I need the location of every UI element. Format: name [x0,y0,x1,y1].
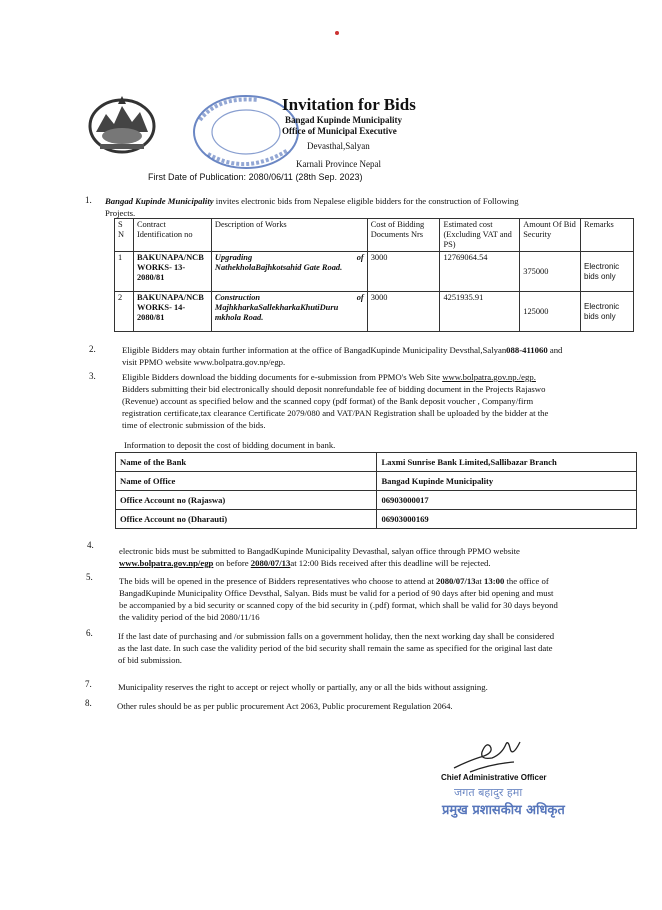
paragraph-4: electronic bids must be submitted to BangadKupinde Municipality Devasthal, salyan office through PPMO website www.bolpatra.gov.np/egp on before 2080/07/13at 12:00 Bids received after this deadline will be rejected. [119,546,520,568]
item-number-6: 6. [86,628,93,638]
nepal-emblem-icon [86,92,158,154]
header-contract-id: Contract Identification no [133,219,211,252]
header-sn: S N [115,219,134,252]
signature-icon [450,738,530,778]
item-number-5: 5. [86,572,93,582]
paragraph-3: Eligible Bidders download the bidding documents for e-submission from PPMO's Web Site www.bolpatra.gov.np./egp. Bidders submitting their bid electronically should deposit nonrefundable fee of bidding document in the Projects Rajaswo (Revenue) account as specified below and the scanned copy (pdf format) of the Bank deposit voucher , Company/firm registration certificate,tax clearance Certificate 2079/080 and VAT/PAN Registration shall be uploaded by the bidder at the time of electronic submission of the bids. [122,372,549,430]
item-number-1: 1. [85,195,92,205]
bank-info-caption: Information to deposit the cost of bidding document in bank. [124,440,336,450]
bank-info-table [115,452,637,529]
header-cost-docs: Cost of Bidding Documents Nrs [367,219,440,252]
office-name: Office of Municipal Executive [282,126,397,136]
signatory-title-nepali: प्रमुख प्रशासकीय अधिकृत [442,803,565,818]
paragraph-2: Eligible Bidders may obtain further information at the office of BangadKupinde Municipality Devsthal,Salyan088-411060 and visit PPMO website www.bolpatra.gov.np/egp. [122,345,563,367]
item-number-3: 3. [89,371,96,381]
works-table [114,218,634,332]
ink-dot [335,31,339,35]
header-bid-security: Amount Of Bid Security [520,219,581,252]
table-row: 2 BAKUNAPA/NCB WORKS- 14- 2080/81 Construction of MajhkharkaSallekharkaKhutiDuru mkhola Road. 3000 4251935.91 125000 Electronic bids only [115,292,634,332]
signatory-name-nepali: जगत बहादुर हमा [454,786,523,799]
header-estimated-cost: Estimated cost (Excluding VAT and PS) [440,219,520,252]
paragraph-6: If the last date of purchasing and /or submission falls on a government holiday, then the next working day shall be considered as the last date. In such case the validity period of the bid security shall remain the same as specified for the original last date of bid submission. [118,631,555,665]
item-number-8: 8. [85,698,92,708]
item-number-2: 2. [89,344,96,354]
table-row: 1 BAKUNAPA/NCB WORKS- 13- 2080/81 Upgrading of NathekholaBajhkotsahid Gate Road. 3000 12769064.54 375000 Electronic bids only [115,252,634,292]
paragraph-8: Other rules should be as per public procurement Act 2063, Public procurement Regulation 2064. [117,701,453,711]
paragraph-5: The bids will be opened in the presence of Bidders representatives who choose to attend at 2080/07/13at 13:00 the office of BangadKupinde Municipality Office Devsthal, Salyan. Bids must be valid for a period of 90 days after bid opening and must be accompanied by a bid security or scanned copy of the bid security in (.pdf) format, which shall be valid for 30 days beyond the validity period of the bid 2080/11/16 [119,576,558,622]
header-remarks: Remarks [581,219,634,252]
municipality-lead: Bangad Kupinde Municipality [105,196,214,206]
province-name: Karnali Province Nepal [296,159,381,169]
office-location: Devasthal,Salyan [307,141,370,151]
table-header-row [115,219,634,252]
publication-date [148,172,363,182]
paragraph-7: Municipality reserves the right to accept or reject wholly or partially, any or all the bids without assigning. [118,682,488,692]
document-title: Invitation for Bids [282,95,416,114]
publication-date-value: 2080/06/11 (28th Sep. 2023) [248,172,363,182]
table-row: Name of the Bank Laxmi Sunrise Bank Limited,Sallibazar Branch [116,453,637,472]
table-row: Office Account no (Rajaswa) 06903000017 [116,491,637,510]
table-row: Office Account no (Dharauti) 06903000169 [116,510,637,529]
bolpatra-link[interactable]: www.bolpatra.gov.np/egp [119,558,214,568]
item-number-4: 4. [87,540,94,550]
signatory-title: Chief Administrative Officer [441,773,547,782]
municipality-name: Bangad Kupinde Municipality [285,115,403,125]
item-number-7: 7. [85,679,92,689]
table-row: Name of Office Bangad Kupinde Municipality [116,472,637,491]
ppmo-link[interactable]: www.bolpatra.gov.np./egp. [442,372,536,382]
header-description: Description of Works [211,219,367,252]
publication-date-label: First Date of Publication: [148,172,247,182]
paragraph-1: Bangad Kupinde Municipality invites electronic bids from Nepalese eligible bidders for the construction of Following Projects. [105,196,519,218]
